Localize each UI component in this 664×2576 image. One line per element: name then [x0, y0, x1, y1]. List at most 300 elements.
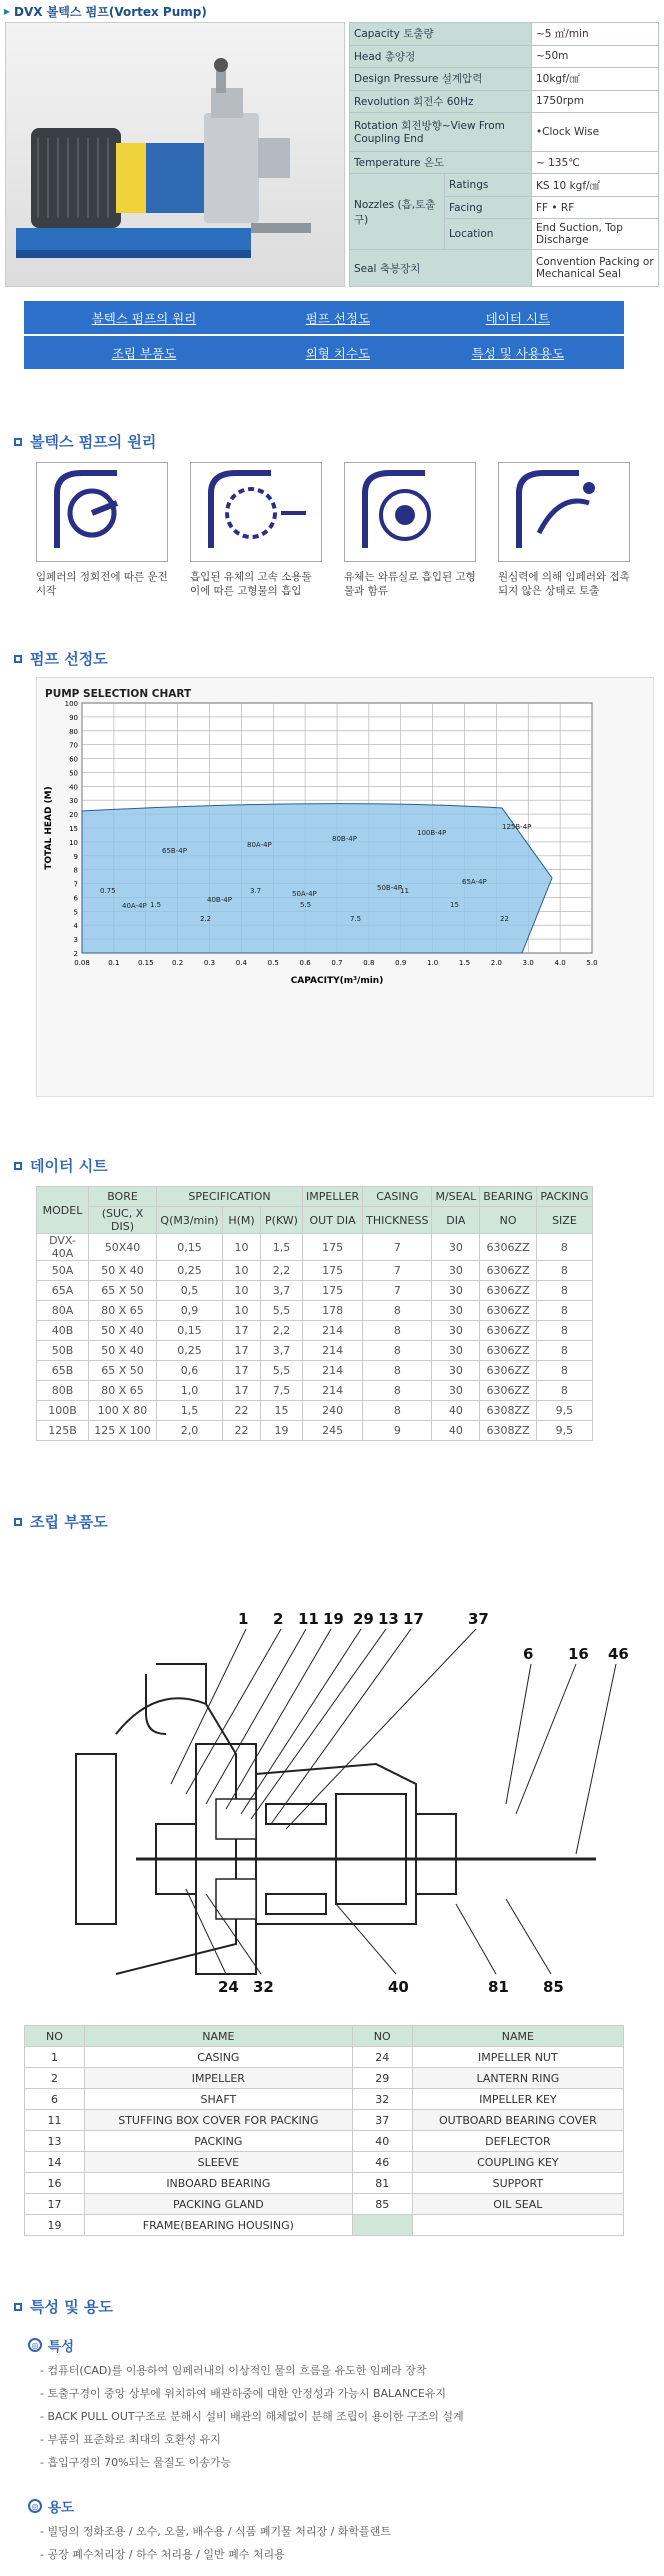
features-subheading — [0, 2335, 664, 2355]
region-label: 40B-4P — [207, 896, 232, 905]
table-cell: IMPELLER KEY — [412, 2089, 623, 2110]
nav-link-features[interactable]: 특성 및 사용용도 — [471, 345, 565, 361]
nav-link-selection[interactable]: 펌프 선정도 — [264, 301, 412, 335]
subheader: (SUC, X DIS) — [89, 1207, 157, 1234]
table-cell: 0,6 — [157, 1361, 223, 1381]
table-cell: 50A — [37, 1261, 89, 1281]
table-cell: 14 — [25, 2152, 85, 2173]
subheader: P(KW) — [261, 1207, 303, 1234]
y-tick-label: 100 — [64, 700, 78, 709]
table-cell: 214 — [303, 1341, 363, 1361]
header-packing: PACKING — [536, 1187, 592, 1207]
table-cell: 6306ZZ — [480, 1261, 537, 1281]
table-cell: 30 — [432, 1321, 480, 1341]
x-tick-label: 0.7 — [331, 959, 343, 968]
spec-value: •Clock Wise — [531, 113, 658, 152]
table-cell: 8 — [536, 1341, 592, 1361]
parts-header: NAME — [412, 2026, 623, 2047]
table-cell: 100B — [37, 1401, 89, 1421]
spec-row — [350, 250, 659, 287]
spec-label: Rotation 회전방향~View From Coupling End — [350, 113, 532, 152]
table-cell: 10 — [223, 1301, 261, 1321]
y-tick-label: 10 — [69, 839, 78, 848]
table-cell: 11 — [25, 2110, 85, 2131]
table-cell: 80 X 65 — [89, 1301, 157, 1321]
section-heading-principle — [0, 431, 664, 452]
part-number-label: 37 — [468, 1610, 489, 1629]
x-tick-label: 0.2 — [172, 959, 184, 968]
table-cell: 214 — [303, 1361, 363, 1381]
spec-value: 10kgf/㎠ — [531, 68, 658, 91]
table-cell: 80A — [37, 1301, 89, 1321]
x-tick-label: 0.15 — [137, 959, 154, 968]
region-label: 80A-4P — [247, 841, 272, 850]
table-cell: 125 X 100 — [89, 1421, 157, 1441]
parts-header: NAME — [85, 2026, 353, 2047]
table-cell: 7 — [363, 1234, 432, 1261]
table-cell: 175 — [303, 1234, 363, 1261]
table-cell: 65 X 50 — [89, 1361, 157, 1381]
x-tick-label: 0.6 — [299, 959, 311, 968]
table-cell: 40 — [432, 1421, 480, 1441]
part-number-label: 19 — [323, 1610, 344, 1629]
spec-label: Capacity 토출량 — [350, 23, 532, 46]
circle-bullet-icon: ◎ — [28, 2338, 42, 2352]
spec-row — [350, 151, 659, 174]
subheader: SIZE — [536, 1207, 592, 1234]
table-row — [37, 1281, 593, 1301]
table-cell: 30 — [432, 1341, 480, 1361]
table-cell: IMPELLER — [85, 2068, 353, 2089]
y-axis-label: TOTAL HEAD (M) — [44, 786, 54, 871]
spec-value: 1750rpm — [531, 90, 658, 113]
table-cell: 3,7 — [261, 1281, 303, 1301]
spec-table — [349, 22, 659, 287]
uses-subheading-text: 용도 — [48, 2500, 75, 2517]
table-row — [37, 1321, 593, 1341]
table-row — [37, 1341, 593, 1361]
table-cell: 50 X 40 — [89, 1261, 157, 1281]
table-cell: STUFFING BOX COVER FOR PACKING — [85, 2110, 353, 2131]
table-cell: 30 — [432, 1381, 480, 1401]
table-row — [25, 2215, 624, 2236]
product-hero — [5, 22, 664, 287]
table-cell: 32 — [352, 2089, 412, 2110]
principle-card — [498, 462, 630, 598]
table-cell: 85 — [352, 2194, 412, 2215]
table-cell: 8 — [363, 1361, 432, 1381]
table-cell: 8 — [363, 1341, 432, 1361]
nav-link-dimensions[interactable]: 외형 치수도 — [305, 345, 371, 361]
part-number-label: 17 — [403, 1610, 424, 1629]
use-item: - 빌딩의 정화조용 / 오수, 오물, 배수용 / 식품 폐기물 처리장 / 화학플랜트 — [40, 2525, 391, 2539]
table-cell: 6306ZZ — [480, 1341, 537, 1361]
table-cell: 100 X 80 — [89, 1401, 157, 1421]
nozzle-sub-label: Ratings — [445, 174, 532, 197]
table-cell: 178 — [303, 1301, 363, 1321]
table-row — [25, 2047, 624, 2068]
y-tick-label: 3 — [73, 936, 78, 945]
table-cell: 214 — [303, 1321, 363, 1341]
table-cell: 245 — [303, 1421, 363, 1441]
table-cell: 65B — [37, 1361, 89, 1381]
vortex-diagram — [498, 462, 630, 562]
power-label: 7.5 — [350, 915, 362, 924]
table-cell: 6306ZZ — [480, 1301, 537, 1321]
region-label: 125B-4P — [502, 823, 532, 832]
table-cell: 17 — [223, 1341, 261, 1361]
spec-row — [350, 113, 659, 152]
square-bullet-icon — [14, 1518, 22, 1526]
table-cell: 6306ZZ — [480, 1321, 537, 1341]
x-tick-label: 5.0 — [586, 959, 598, 968]
table-cell: 6 — [25, 2089, 85, 2110]
table-cell: 16 — [25, 2173, 85, 2194]
square-bullet-icon — [14, 655, 22, 663]
table-cell: 50 X 40 — [89, 1321, 157, 1341]
spec-label: Temperature 온도 — [350, 151, 532, 174]
power-label: 11 — [400, 887, 409, 896]
x-tick-label: 0.3 — [203, 959, 216, 968]
vortex-diagram — [36, 462, 168, 562]
table-cell: PACKING — [85, 2131, 353, 2152]
table-cell: 214 — [303, 1381, 363, 1401]
table-cell: SHAFT — [85, 2089, 353, 2110]
table-cell — [352, 2215, 412, 2236]
subheader: H(M) — [223, 1207, 261, 1234]
y-tick-label: 30 — [69, 797, 78, 806]
section-heading-assembly — [0, 1511, 664, 1532]
table-cell: DVX-40A — [37, 1234, 89, 1261]
features-subheading-text: 특성 — [48, 2339, 75, 2356]
x-tick-label: 1.0 — [427, 959, 439, 968]
power-label: 1.5 — [150, 901, 162, 910]
square-bullet-icon — [14, 1162, 22, 1170]
part-number-label: 85 — [543, 1978, 564, 1997]
table-cell: 6306ZZ — [480, 1381, 537, 1401]
feature-item: - 흡입구경의 70%되는 물질도 이송가능 — [40, 2456, 232, 2470]
table-row — [25, 2068, 624, 2089]
region-label: 40A-4P — [122, 902, 147, 911]
nozzles-label: Nozzles (흡,토출구) — [350, 174, 445, 250]
table-cell: 30 — [432, 1301, 480, 1321]
power-label: 0.75 — [100, 887, 116, 896]
nozzle-sub-label: Location — [445, 219, 532, 250]
table-row — [37, 1421, 593, 1441]
uses-list — [0, 2520, 664, 2576]
y-tick-label: 60 — [69, 755, 78, 764]
header-impeller: IMPELLER — [303, 1187, 363, 1207]
table-cell: 8 — [363, 1381, 432, 1401]
table-cell: 1,0 — [157, 1381, 223, 1401]
table-cell: 17 — [223, 1361, 261, 1381]
table-cell: 7,5 — [261, 1381, 303, 1401]
subheader: OUT DIA — [303, 1207, 363, 1234]
table-cell: 29 — [352, 2068, 412, 2089]
power-label: 15 — [450, 901, 459, 910]
table-cell — [412, 2215, 623, 2236]
x-tick-label: 0.5 — [267, 959, 279, 968]
table-cell: 9 — [363, 1421, 432, 1441]
power-label: 5.5 — [300, 901, 312, 910]
selection-chart — [36, 677, 654, 1097]
table-cell: 0,9 — [157, 1301, 223, 1321]
feature-item: - 부품의 표준화로 최대의 호환성 유지 — [40, 2433, 221, 2447]
table-row — [37, 1261, 593, 1281]
chart-svg — [37, 678, 655, 1098]
table-cell: 1 — [25, 2047, 85, 2068]
table-cell: 0,15 — [157, 1234, 223, 1261]
principle-caption: 흡입된 유체의 고속 소용돌 이에 따른 고형물의 흡입 — [190, 571, 312, 598]
table-cell: SUPPORT — [412, 2173, 623, 2194]
nav-link-datasheet[interactable]: 데이터 시트 — [412, 301, 624, 335]
x-tick-label: 3.0 — [522, 959, 534, 968]
x-tick-label: 4.0 — [554, 959, 566, 968]
part-number-label: 6 — [523, 1645, 534, 1664]
spec-value: ~5 ㎥/min — [531, 23, 658, 46]
table-cell: 7 — [363, 1261, 432, 1281]
y-tick-label: 8 — [73, 867, 78, 876]
part-number-label: 24 — [218, 1978, 239, 1997]
table-row — [37, 1234, 593, 1261]
y-tick-label: 70 — [69, 742, 78, 751]
power-label: 2.2 — [200, 915, 212, 924]
part-number-label: 40 — [388, 1978, 409, 1997]
table-cell: DEFLECTOR — [412, 2131, 623, 2152]
x-axis-label: CAPACITY(m³/min) — [290, 976, 384, 987]
spec-label: Revolution 회전수 60Hz — [350, 90, 532, 113]
page-title-text: DVX 볼텍스 펌프(Vortex Pump) — [14, 4, 207, 19]
table-cell: 37 — [352, 2110, 412, 2131]
table-cell: 8 — [363, 1301, 432, 1321]
table-cell: 15 — [261, 1401, 303, 1421]
table-cell: LANTERN RING — [412, 2068, 623, 2089]
spec-row — [350, 90, 659, 113]
part-number-label: 29 — [353, 1610, 374, 1629]
pump-photo — [5, 22, 345, 287]
table-cell: 65A — [37, 1281, 89, 1301]
seal-value: Convention Packing or Mechanical Seal — [531, 250, 658, 287]
table-cell: OIL SEAL — [412, 2194, 623, 2215]
vortex-diagram — [344, 462, 476, 562]
table-row — [25, 2152, 624, 2173]
y-tick-label: 6 — [73, 894, 78, 903]
spec-row — [350, 23, 659, 46]
table-cell: 30 — [432, 1261, 480, 1281]
section-heading-text: 데이터 시트 — [30, 1157, 108, 1176]
section-heading-text: 특성 및 용도 — [30, 2298, 113, 2317]
table-cell: 8 — [536, 1281, 592, 1301]
section-heading-text: 조립 부품도 — [30, 1513, 108, 1532]
table-row — [37, 1381, 593, 1401]
header-mseal: M/SEAL — [432, 1187, 480, 1207]
table-row — [37, 1401, 593, 1421]
y-tick-label: 7 — [73, 880, 78, 889]
table-cell: 9,5 — [536, 1401, 592, 1421]
table-cell: 175 — [303, 1261, 363, 1281]
nav-link-principle[interactable]: 볼텍스 펌프의 원리 — [24, 301, 264, 335]
spec-value: ~ 135℃ — [531, 151, 658, 174]
table-cell: 22 — [223, 1421, 261, 1441]
table-cell: 2,2 — [261, 1261, 303, 1281]
table-cell: 10 — [223, 1234, 261, 1261]
y-tick-label: 15 — [69, 825, 78, 834]
table-cell: 17 — [223, 1381, 261, 1401]
table-cell: FRAME(BEARING HOUSING) — [85, 2215, 353, 2236]
table-cell: 80 X 65 — [89, 1381, 157, 1401]
subheader: THICKNESS — [363, 1207, 432, 1234]
power-label: 22 — [500, 915, 509, 924]
table-cell: 8 — [536, 1261, 592, 1281]
table-cell: 5,5 — [261, 1361, 303, 1381]
table-cell: OUTBOARD BEARING COVER — [412, 2110, 623, 2131]
part-number-label: 46 — [608, 1645, 629, 1664]
y-tick-label: 50 — [69, 769, 78, 778]
table-cell: 30 — [432, 1361, 480, 1381]
x-tick-label: 0.8 — [363, 959, 375, 968]
header-casing: CASING — [363, 1187, 432, 1207]
table-row — [25, 2173, 624, 2194]
parts-header: NO — [352, 2026, 412, 2047]
table-cell: 125B — [37, 1421, 89, 1441]
parts-table — [24, 2025, 624, 2236]
bullet-icon: ▸ — [4, 4, 11, 18]
table-cell: 2,0 — [157, 1421, 223, 1441]
seal-label: Seal 축봉장치 — [350, 250, 532, 287]
table-cell: 3,7 — [261, 1341, 303, 1361]
x-tick-label: 0.1 — [108, 959, 120, 968]
assembly-drawing — [36, 1544, 654, 2019]
header-bearing: BEARING — [480, 1187, 537, 1207]
part-number-label: 11 — [298, 1610, 319, 1629]
table-cell: 6306ZZ — [480, 1234, 537, 1261]
part-number-label: 1 — [238, 1610, 249, 1629]
use-item: - 공장 폐수처리장 / 하수 처리용 / 일반 폐수 처리용 — [40, 2548, 285, 2562]
spec-value: ~50m — [531, 45, 658, 68]
y-tick-label: 80 — [69, 728, 78, 737]
table-cell: 0,25 — [157, 1261, 223, 1281]
feature-item: - 컴퓨터(CAD)를 이용하여 임페러내의 이상적인 물의 흐름을 유도한 임페라 장착 — [40, 2364, 427, 2378]
region-label: 50A-4P — [292, 890, 317, 899]
table-cell: 40B — [37, 1321, 89, 1341]
x-tick-label: 0.4 — [235, 959, 247, 968]
table-cell: 6306ZZ — [480, 1361, 537, 1381]
x-tick-label: 0.9 — [395, 959, 407, 968]
table-cell: 7 — [363, 1281, 432, 1301]
table-cell: 8 — [536, 1301, 592, 1321]
section-heading-text: 볼텍스 펌프의 원리 — [30, 433, 157, 451]
data-sheet-table — [36, 1186, 593, 1441]
table-cell: CASING — [85, 2047, 353, 2068]
y-tick-label: 2 — [73, 950, 78, 959]
table-cell: 46 — [352, 2152, 412, 2173]
table-cell: 9,5 — [536, 1421, 592, 1441]
section-heading-selection — [0, 648, 664, 669]
table-cell: 30 — [432, 1234, 480, 1261]
region-label: 80B-4P — [332, 835, 357, 844]
region-label: 65A-4P — [462, 878, 487, 887]
uses-subheading — [0, 2496, 664, 2516]
table-cell: 1,5 — [157, 1401, 223, 1421]
part-number-label: 81 — [488, 1978, 509, 1997]
table-cell: PACKING GLAND — [85, 2194, 353, 2215]
table-cell: 17 — [223, 1321, 261, 1341]
table-cell: COUPLING KEY — [412, 2152, 623, 2173]
table-cell: 2 — [25, 2068, 85, 2089]
table-cell: 8 — [363, 1321, 432, 1341]
spec-row — [350, 45, 659, 68]
table-row — [25, 2089, 624, 2110]
section-heading-features — [0, 2296, 664, 2317]
parts-header: NO — [25, 2026, 85, 2047]
table-cell: 0,15 — [157, 1321, 223, 1341]
spec-row — [350, 174, 659, 197]
region-label: 50B-4P — [377, 884, 402, 893]
table-cell: 2,2 — [261, 1321, 303, 1341]
table-cell: 22 — [223, 1401, 261, 1421]
table-cell: 10 — [223, 1261, 261, 1281]
section-nav — [24, 301, 624, 369]
header-spec: SPECIFICATION — [157, 1187, 303, 1207]
table-row — [25, 2131, 624, 2152]
table-cell: INBOARD BEARING — [85, 2173, 353, 2194]
table-cell: 30 — [432, 1281, 480, 1301]
x-tick-label: 2.0 — [490, 959, 502, 968]
table-cell: IMPELLER NUT — [412, 2047, 623, 2068]
spec-label: Design Pressure 설계압력 — [350, 68, 532, 91]
table-cell: 40 — [352, 2131, 412, 2152]
table-cell: 0,5 — [157, 1281, 223, 1301]
table-cell: 8 — [536, 1381, 592, 1401]
table-cell: 19 — [261, 1421, 303, 1441]
feature-item: - 토출구경이 중앙 상부에 위치하여 배관하중에 대한 안정성과 가능시 BALANCE유지 — [40, 2387, 447, 2401]
section-heading-text: 펌프 선정도 — [30, 650, 108, 669]
table-cell: 6308ZZ — [480, 1421, 537, 1441]
principle-diagrams — [36, 462, 664, 598]
subheader: NO — [480, 1207, 537, 1234]
table-cell: 10 — [223, 1281, 261, 1301]
header-bore: BORE — [89, 1187, 157, 1207]
nozzle-sub-value: KS 10 kgf/㎠ — [531, 174, 658, 197]
features-list — [0, 2359, 664, 2474]
table-row — [25, 2110, 624, 2131]
nozzle-sub-label: Facing — [445, 196, 532, 219]
spec-row — [350, 68, 659, 91]
y-tick-label: 90 — [69, 714, 78, 723]
table-cell: 40 — [432, 1401, 480, 1421]
table-cell: 6308ZZ — [480, 1401, 537, 1421]
table-cell: 175 — [303, 1281, 363, 1301]
table-cell: 19 — [25, 2215, 85, 2236]
principle-card — [36, 462, 168, 598]
table-cell: 8 — [536, 1361, 592, 1381]
part-number-label: 32 — [253, 1978, 274, 1997]
principle-card — [344, 462, 476, 598]
principle-caption: 원심력에 의해 임페러와 접촉 되지 않은 상태로 토출 — [498, 571, 630, 598]
principle-caption: 임페러의 정회전에 따른 운전 시작 — [36, 571, 168, 598]
square-bullet-icon — [14, 2303, 22, 2311]
spec-label: Head 총양정 — [350, 45, 532, 68]
chart-title: PUMP SELECTION CHART — [45, 688, 192, 701]
table-cell: 240 — [303, 1401, 363, 1421]
principle-caption: 유체는 와류실로 흡입된 고형물과 함류 — [344, 571, 476, 598]
table-cell: 8 — [536, 1234, 592, 1261]
part-number-label: 13 — [378, 1610, 399, 1629]
table-cell: SLEEVE — [85, 2152, 353, 2173]
region-label: 65B-4P — [162, 847, 187, 856]
nav-link-assembly[interactable]: 조립 부품도 — [111, 345, 177, 361]
table-cell: 8 — [363, 1401, 432, 1421]
